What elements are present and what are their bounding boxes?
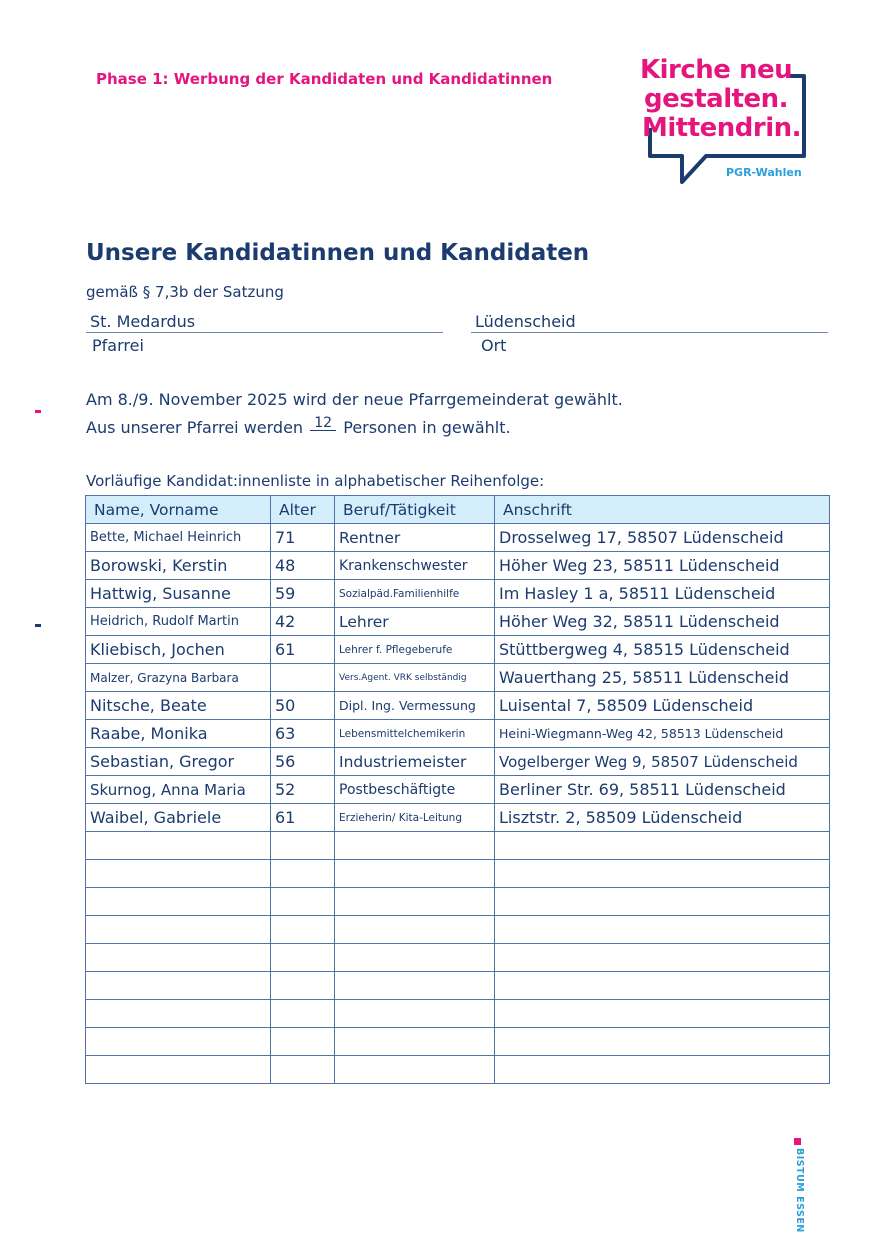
cell-occupation: Dipl. Ing. Vermessung bbox=[335, 692, 495, 720]
cell-age: 48 bbox=[271, 552, 335, 580]
candidate-table bbox=[85, 495, 830, 1084]
parish-label: Pfarrei bbox=[92, 336, 144, 355]
empty-row bbox=[86, 916, 830, 944]
cell-age: 50 bbox=[271, 692, 335, 720]
logo-line-2: gestalten. bbox=[644, 84, 789, 114]
cell-name: Borowski, Kerstin bbox=[86, 552, 271, 580]
header-occupation: Beruf/Tätigkeit bbox=[335, 496, 495, 524]
empty-row bbox=[86, 944, 830, 972]
cell-address: Höher Weg 32, 58511 Lüdenscheid bbox=[495, 608, 830, 636]
cell-address: Luisental 7, 58509 Lüdenscheid bbox=[495, 692, 830, 720]
header-address: Anschrift bbox=[495, 496, 830, 524]
phase-heading: Phase 1: Werbung der Kandidaten und Kandidatinnen bbox=[96, 70, 553, 88]
table-row bbox=[86, 720, 830, 748]
cell-name: Bette, Michael Heinrich bbox=[86, 524, 271, 552]
cell-occupation: Krankenschwester bbox=[335, 552, 495, 580]
empty-row bbox=[86, 972, 830, 1000]
cell-age: 42 bbox=[271, 608, 335, 636]
seat-count: 12 bbox=[310, 416, 336, 431]
cell-occupation: Rentner bbox=[335, 524, 495, 552]
cell-address: Lisztstr. 2, 58509 Lüdenscheid bbox=[495, 804, 830, 832]
bistum-essen-brand bbox=[789, 1138, 809, 1238]
header-name: Name, Vorname bbox=[86, 496, 271, 524]
table-row bbox=[86, 692, 830, 720]
election-date-text: Am 8./9. November 2025 wird der neue Pfarrgemeinderat gewählt. bbox=[86, 390, 623, 409]
cell-address: Im Hasley 1 a, 58511 Lüdenscheid bbox=[495, 580, 830, 608]
cell-address: Heini-Wiegmann-Weg 42, 58513 Lüdenscheid bbox=[495, 720, 830, 748]
cell-occupation: Lehrer bbox=[335, 608, 495, 636]
cell-age: 52 bbox=[271, 776, 335, 804]
cell-occupation: Postbeschäftigte bbox=[335, 776, 495, 804]
cell-address: Stüttbergweg 4, 58515 Lüdenscheid bbox=[495, 636, 830, 664]
table-row bbox=[86, 776, 830, 804]
cell-age: 61 bbox=[271, 636, 335, 664]
cell-occupation: Sozialpäd.Familienhilfe bbox=[335, 580, 495, 608]
cell-age: 71 bbox=[271, 524, 335, 552]
cell-name: Nitsche, Beate bbox=[86, 692, 271, 720]
logo-line-3: Mittendrin. bbox=[642, 113, 802, 143]
margin-mark-blue bbox=[35, 624, 41, 627]
logo-line-1: Kirche neu bbox=[640, 55, 793, 85]
cell-address: Vogelberger Weg 9, 58507 Lüdenscheid bbox=[495, 748, 830, 776]
place-label: Ort bbox=[481, 336, 507, 355]
cell-occupation: Vers.Agent. VRK selbständig bbox=[335, 664, 495, 692]
table-row bbox=[86, 804, 830, 832]
cell-name: Raabe, Monika bbox=[86, 720, 271, 748]
list-intro: Vorläufige Kandidat:innenliste in alphabetischer Reihenfolge: bbox=[86, 472, 545, 490]
empty-row bbox=[86, 1056, 830, 1084]
cell-address: Wauerthang 25, 58511 Lüdenscheid bbox=[495, 664, 830, 692]
table-row bbox=[86, 608, 830, 636]
cell-name: Malzer, Grazyna Barbara bbox=[86, 664, 271, 692]
table-row bbox=[86, 524, 830, 552]
cell-age: 59 bbox=[271, 580, 335, 608]
cell-name: Heidrich, Rudolf Martin bbox=[86, 608, 271, 636]
election-count-text bbox=[86, 415, 511, 437]
empty-row bbox=[86, 888, 830, 916]
table-header-row bbox=[86, 496, 830, 524]
header-age: Alter bbox=[271, 496, 335, 524]
cell-address: Berliner Str. 69, 58511 Lüdenscheid bbox=[495, 776, 830, 804]
cell-name: Kliebisch, Jochen bbox=[86, 636, 271, 664]
cell-name: Skurnog, Anna Maria bbox=[86, 776, 271, 804]
table-row bbox=[86, 636, 830, 664]
place-field: Lüdenscheid bbox=[471, 311, 828, 333]
empty-row bbox=[86, 832, 830, 860]
empty-row bbox=[86, 1028, 830, 1056]
logo-tagline: PGR-Wahlen bbox=[726, 166, 802, 179]
cell-age: 56 bbox=[271, 748, 335, 776]
cell-age: 61 bbox=[271, 804, 335, 832]
margin-mark-pink bbox=[35, 410, 41, 413]
logo bbox=[640, 56, 820, 196]
cell-age bbox=[271, 664, 335, 692]
page-subtitle: gemäß § 7,3b der Satzung bbox=[86, 283, 284, 301]
parish-field: St. Medardus bbox=[86, 311, 443, 333]
cell-occupation: Lehrer f. Pflegeberufe bbox=[335, 636, 495, 664]
table-row bbox=[86, 664, 830, 692]
empty-row bbox=[86, 1000, 830, 1028]
cell-name: Hattwig, Susanne bbox=[86, 580, 271, 608]
cell-occupation: Lebensmittelchemikerin bbox=[335, 720, 495, 748]
table-row bbox=[86, 552, 830, 580]
brand-text: BISTUM ESSEN bbox=[794, 1148, 805, 1233]
cell-address: Drosselweg 17, 58507 Lüdenscheid bbox=[495, 524, 830, 552]
cell-name: Waibel, Gabriele bbox=[86, 804, 271, 832]
cell-occupation: Erzieherin/ Kita-Leitung bbox=[335, 804, 495, 832]
empty-row bbox=[86, 860, 830, 888]
page-title: Unsere Kandidatinnen und Kandidaten bbox=[86, 240, 590, 266]
cell-occupation: Industriemeister bbox=[335, 748, 495, 776]
cell-name: Sebastian, Gregor bbox=[86, 748, 271, 776]
count-suffix: Personen in gewählt. bbox=[343, 418, 511, 437]
count-prefix: Aus unserer Pfarrei werden bbox=[86, 418, 304, 437]
table-row bbox=[86, 580, 830, 608]
cell-age: 63 bbox=[271, 720, 335, 748]
brand-square-icon bbox=[794, 1138, 801, 1145]
table-row bbox=[86, 748, 830, 776]
cell-address: Höher Weg 23, 58511 Lüdenscheid bbox=[495, 552, 830, 580]
